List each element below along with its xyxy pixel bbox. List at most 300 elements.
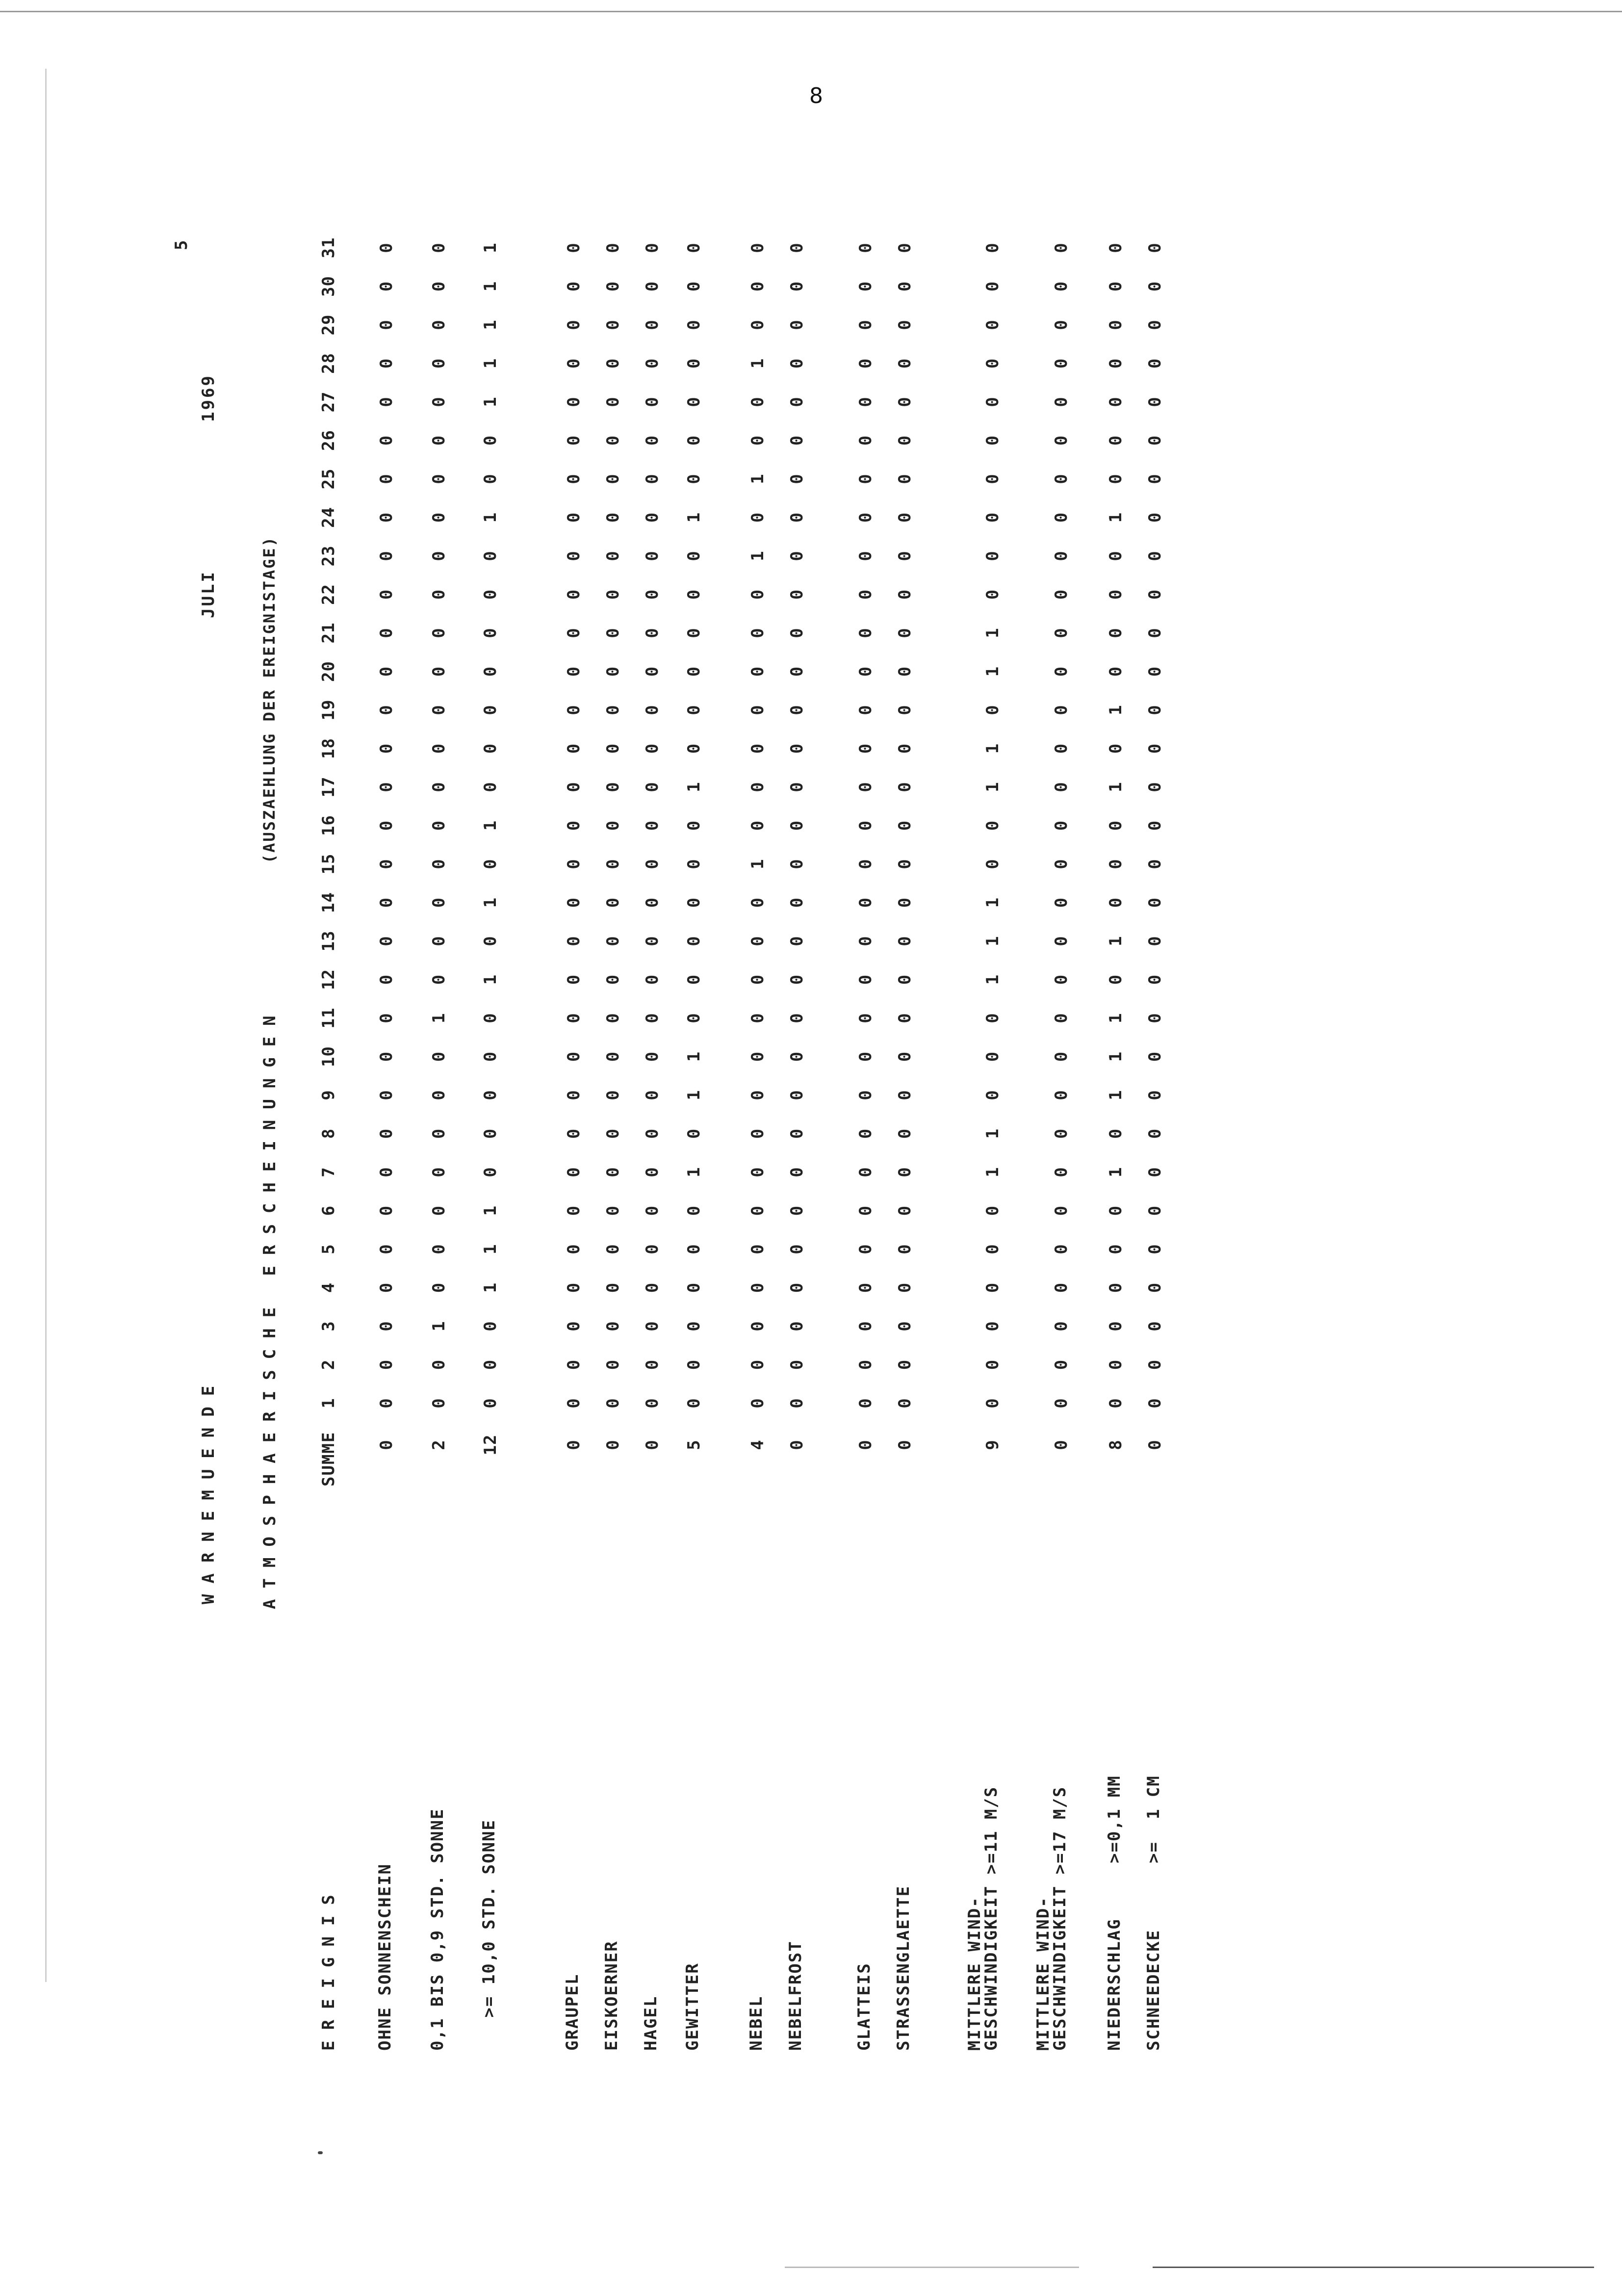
table-cell: 0	[643, 550, 662, 561]
table-cell: 0	[377, 1359, 396, 1370]
table-cell: 0	[603, 1128, 623, 1139]
table-cell: 0	[603, 743, 623, 754]
row-label: NEBEL	[747, 1995, 766, 2051]
table-cell: 0	[856, 1244, 875, 1254]
column-header-day: 13	[319, 930, 338, 952]
table-cell: 0	[856, 1282, 875, 1293]
table-cell: 0	[643, 936, 662, 946]
table-cell: 0	[1106, 550, 1126, 561]
table-cell: 0	[643, 1244, 662, 1254]
table-cell: 0	[856, 1398, 875, 1409]
table-cell: 0	[643, 396, 662, 407]
table-cell: 0	[1106, 473, 1126, 484]
table-cell: 0	[603, 1205, 623, 1216]
table-cell: 1	[481, 1244, 500, 1254]
table-cell: 0	[429, 704, 449, 715]
table-cell: 0	[983, 281, 1003, 292]
table-cell: 0	[377, 435, 396, 446]
table-cell: 0	[1106, 974, 1126, 985]
table-cell: 0	[1145, 974, 1165, 985]
table-cell: 0	[564, 319, 584, 330]
table-cell: 0	[1145, 512, 1165, 523]
table-cell: 0	[1145, 666, 1165, 677]
table-cell: 1	[983, 974, 1003, 985]
table-cell: 0	[377, 743, 396, 754]
table-cell: 1	[748, 358, 768, 369]
table-cell: 0	[895, 319, 915, 330]
table-cell: 0	[856, 1359, 875, 1370]
table-cell: 0	[856, 1205, 875, 1216]
table-cell: 0	[564, 1398, 584, 1409]
corner-mark: 5	[172, 239, 191, 250]
table-cell: 0	[895, 512, 915, 523]
table-cell: 0	[603, 859, 623, 869]
table-cell: 0	[684, 1359, 704, 1370]
row-label: >= 10,0 STD. SONNE	[479, 1819, 499, 2051]
table-cell: 0	[787, 1205, 807, 1216]
table-cell: 0	[481, 743, 500, 754]
table-cell: 0	[603, 242, 623, 253]
table-cell: 0	[603, 704, 623, 715]
table-cell: 0	[603, 358, 623, 369]
table-cell: 1	[684, 782, 704, 792]
table-cell: 0	[684, 473, 704, 484]
table-cell: 0	[429, 512, 449, 523]
table-cell: 0	[684, 627, 704, 638]
table-cell: 0	[1052, 782, 1071, 792]
table-cell: 0	[429, 1359, 449, 1370]
row-label: MITTLERE WIND- GESCHWINDIGKEIT >=17 M/S	[1033, 1786, 1070, 2051]
row-label: NIEDERSCHLAG >=0,1 MM	[1105, 1775, 1124, 2051]
station-name: WARNEMUENDE	[199, 1375, 218, 1604]
table-cell: 1	[684, 1167, 704, 1177]
table-cell: 0	[895, 1128, 915, 1139]
table-cell: 0	[603, 936, 623, 946]
table-cell: 0	[643, 1205, 662, 1216]
table-cell: 0	[481, 1167, 500, 1177]
table-cell: 0	[1145, 782, 1165, 792]
table-cell: 0	[1106, 743, 1126, 754]
row-sum: 0	[787, 1439, 807, 1450]
table-cell: 0	[643, 1321, 662, 1331]
table-cell: 0	[748, 1244, 768, 1254]
table-cell: 0	[787, 358, 807, 369]
table-cell: 0	[429, 743, 449, 754]
table-cell: 0	[856, 820, 875, 831]
table-cell: 0	[564, 859, 584, 869]
table-cell: 0	[748, 743, 768, 754]
table-cell: 0	[643, 319, 662, 330]
table-cell: 0	[564, 1167, 584, 1177]
table-cell: 0	[748, 396, 768, 407]
table-cell: 0	[856, 589, 875, 600]
table-cell: 1	[748, 550, 768, 561]
table-cell: 0	[1052, 435, 1071, 446]
row-label: NEBELFROST	[786, 1940, 805, 2051]
table-cell: 0	[895, 897, 915, 908]
table-cell: 0	[787, 820, 807, 831]
table-cell: 0	[787, 1359, 807, 1370]
table-cell: 0	[895, 281, 915, 292]
table-cell: 0	[1145, 358, 1165, 369]
table-cell: 0	[564, 435, 584, 446]
table-cell: 0	[748, 1128, 768, 1139]
table-cell: 0	[603, 589, 623, 600]
column-header-day: 1	[319, 1398, 338, 1409]
column-header-day: 6	[319, 1205, 338, 1216]
table-cell: 0	[481, 936, 500, 946]
table-cell: 1	[481, 1282, 500, 1293]
table-cell: 0	[429, 550, 449, 561]
table-cell: 0	[564, 589, 584, 600]
table-cell: 0	[856, 1013, 875, 1023]
table-cell: 0	[983, 1282, 1003, 1293]
table-cell: 0	[895, 1398, 915, 1409]
table-cell: 0	[429, 974, 449, 985]
binding-edge	[45, 69, 47, 1982]
table-cell: 0	[1106, 396, 1126, 407]
row-label: GLATTEIS	[854, 1962, 874, 2051]
table-cell: 0	[1145, 1244, 1165, 1254]
table-cell: 0	[1052, 627, 1071, 638]
table-cell: 0	[684, 1398, 704, 1409]
table-cell: 0	[643, 897, 662, 908]
table-cell: 0	[856, 1128, 875, 1139]
table-cell: 1	[1106, 1013, 1126, 1023]
table-cell: 0	[684, 820, 704, 831]
table-cell: 0	[684, 974, 704, 985]
table-cell: 0	[748, 512, 768, 523]
table-cell: 0	[983, 1321, 1003, 1331]
table-cell: 0	[377, 589, 396, 600]
table-cell: 0	[856, 396, 875, 407]
table-cell: 1	[481, 242, 500, 253]
table-cell: 0	[1052, 1013, 1071, 1023]
table-cell: 0	[481, 435, 500, 446]
table-cell: 0	[983, 704, 1003, 715]
table-cell: 0	[643, 589, 662, 600]
table-cell: 0	[1052, 936, 1071, 946]
table-cell: 0	[603, 782, 623, 792]
table-cell: 0	[377, 396, 396, 407]
table-cell: 0	[1145, 1128, 1165, 1139]
table-cell: 0	[895, 859, 915, 869]
table-cell: 0	[643, 820, 662, 831]
table-cell: 0	[748, 666, 768, 677]
table-cell: 0	[481, 1398, 500, 1409]
table-cell: 0	[895, 627, 915, 638]
table-cell: 0	[429, 1205, 449, 1216]
table-cell: 0	[481, 1128, 500, 1139]
table-cell: 0	[787, 782, 807, 792]
column-header-day: 14	[319, 892, 338, 913]
table-cell: 0	[377, 897, 396, 908]
table-cell: 0	[983, 1359, 1003, 1370]
table-cell: 0	[1145, 859, 1165, 869]
column-header-day: 3	[319, 1321, 338, 1331]
row-label: SCHNEEDECKE >= 1 CM	[1144, 1775, 1163, 2051]
column-header-day: 21	[319, 622, 338, 644]
table-cell: 1	[983, 627, 1003, 638]
table-cell: 0	[1106, 435, 1126, 446]
table-cell: 0	[983, 319, 1003, 330]
table-cell: 0	[643, 1128, 662, 1139]
table-cell: 0	[377, 782, 396, 792]
table-cell: 0	[895, 550, 915, 561]
table-cell: 0	[748, 1398, 768, 1409]
table-cell: 0	[983, 1051, 1003, 1062]
table-cell: 0	[895, 1167, 915, 1177]
table-cell: 0	[748, 1205, 768, 1216]
table-cell: 0	[603, 281, 623, 292]
table-cell: 0	[564, 974, 584, 985]
table-cell: 0	[643, 435, 662, 446]
table-cell: 0	[603, 627, 623, 638]
table-cell: 0	[429, 1398, 449, 1409]
table-cell: 0	[1145, 242, 1165, 253]
table-cell: 0	[684, 1128, 704, 1139]
table-cell: 0	[787, 512, 807, 523]
table-cell: 0	[856, 319, 875, 330]
table-cell: 0	[684, 1205, 704, 1216]
column-header-day: 16	[319, 815, 338, 836]
table-cell: 0	[856, 358, 875, 369]
table-cell: 0	[481, 1013, 500, 1023]
table-cell: 1	[684, 1051, 704, 1062]
table-cell: 0	[684, 396, 704, 407]
table-cell: 0	[643, 512, 662, 523]
table-cell: 1	[684, 1090, 704, 1100]
table-cell: 1	[684, 512, 704, 523]
row-label: EISKOERNER	[602, 1940, 621, 2051]
table-cell: 0	[564, 897, 584, 908]
table-cell: 0	[787, 1051, 807, 1062]
row-sum: 4	[748, 1439, 768, 1450]
table-cell: 0	[377, 627, 396, 638]
table-cell: 0	[1052, 473, 1071, 484]
table-cell: 0	[1145, 1282, 1165, 1293]
row-sum: 8	[1106, 1439, 1126, 1450]
row-sum: 12	[481, 1434, 500, 1456]
table-cell: 1	[983, 666, 1003, 677]
table-cell: 0	[643, 1359, 662, 1370]
table-cell: 0	[643, 1051, 662, 1062]
table-cell: 0	[895, 666, 915, 677]
page-number: 8	[809, 83, 823, 108]
table-cell: 0	[1052, 242, 1071, 253]
column-header-day: 18	[319, 738, 338, 759]
table-cell: 0	[603, 435, 623, 446]
table-cell: 0	[1145, 1090, 1165, 1100]
table-cell: 0	[1145, 435, 1165, 446]
table-cell: 0	[481, 1051, 500, 1062]
table-cell: 1	[481, 974, 500, 985]
table-cell: 0	[1106, 1244, 1126, 1254]
table-cell: 0	[856, 435, 875, 446]
row-sum: 2	[429, 1439, 449, 1450]
table-cell: 0	[603, 1398, 623, 1409]
table-cell: 0	[429, 473, 449, 484]
table-cell: 0	[481, 1359, 500, 1370]
table-cell: 0	[856, 704, 875, 715]
table-cell: 0	[603, 512, 623, 523]
table-cell: 0	[1052, 396, 1071, 407]
row-sum: 0	[377, 1439, 396, 1450]
table-cell: 0	[429, 897, 449, 908]
table-cell: 0	[481, 627, 500, 638]
table-cell: 1	[748, 473, 768, 484]
table-cell: 0	[856, 627, 875, 638]
table-cell: 1	[481, 319, 500, 330]
table-cell: 0	[377, 1051, 396, 1062]
table-cell: 0	[481, 550, 500, 561]
row-sum: 0	[564, 1439, 584, 1450]
column-header-day: 29	[319, 314, 338, 336]
table-cell: 0	[748, 936, 768, 946]
table-cell: 0	[684, 743, 704, 754]
row-sum: 5	[684, 1439, 704, 1450]
table-cell: 0	[643, 473, 662, 484]
table-cell: 0	[429, 1244, 449, 1254]
table-cell: 0	[429, 859, 449, 869]
column-header-day: 31	[319, 237, 338, 259]
table-cell: 0	[1145, 589, 1165, 600]
table-cell: 0	[481, 666, 500, 677]
table-cell: 0	[564, 358, 584, 369]
table-cell: 0	[1106, 589, 1126, 600]
table-cell: 0	[1106, 666, 1126, 677]
table-cell: 0	[377, 512, 396, 523]
table-cell: 0	[1145, 897, 1165, 908]
table-cell: 0	[1106, 1359, 1126, 1370]
table-cell: 0	[1052, 589, 1071, 600]
table-cell: 0	[1052, 1282, 1071, 1293]
table-cell: 0	[1106, 319, 1126, 330]
column-header-day: 11	[319, 1007, 338, 1029]
table-cell: 0	[1052, 512, 1071, 523]
table-cell: 0	[1052, 281, 1071, 292]
table-cell: 0	[1106, 627, 1126, 638]
table-cell: 0	[895, 1051, 915, 1062]
table-cell: 0	[748, 1051, 768, 1062]
table-cell: 0	[856, 242, 875, 253]
column-header-day: 17	[319, 776, 338, 798]
column-header-day: 8	[319, 1128, 338, 1139]
table-cell: 1	[1106, 512, 1126, 523]
table-cell: 0	[856, 782, 875, 792]
table-cell: 0	[603, 319, 623, 330]
table-cell: 0	[643, 1013, 662, 1023]
table-cell: 0	[856, 1321, 875, 1331]
table-subtitle: ATMOSPHAERISCHE ERSCHEINUNGEN	[260, 1005, 280, 1609]
table-cell: 0	[1106, 1128, 1126, 1139]
table-cell: 0	[856, 512, 875, 523]
table-cell: 0	[643, 627, 662, 638]
table-cell: 0	[1052, 1128, 1071, 1139]
table-cell: 0	[895, 1013, 915, 1023]
table-cell: 0	[377, 319, 396, 330]
table-cell: 0	[787, 936, 807, 946]
table-cell: 1	[1106, 936, 1126, 946]
table-cell: 0	[983, 242, 1003, 253]
table-cell: 0	[1052, 1359, 1071, 1370]
table-cell: 0	[643, 358, 662, 369]
table-cell: 0	[429, 435, 449, 446]
table-cell: 0	[748, 820, 768, 831]
table-cell: 0	[603, 396, 623, 407]
table-cell: 0	[856, 1051, 875, 1062]
table-cell: 0	[1052, 974, 1071, 985]
table-cell: 0	[684, 242, 704, 253]
table-cell: 0	[856, 473, 875, 484]
table-cell: 0	[377, 1398, 396, 1409]
table-cell: 0	[564, 242, 584, 253]
table-cell: 1	[481, 512, 500, 523]
table-cell: 0	[684, 589, 704, 600]
table-cell: 0	[787, 1128, 807, 1139]
table-cell: 0	[643, 1090, 662, 1100]
table-cell: 0	[429, 666, 449, 677]
table-cell: 1	[983, 897, 1003, 908]
table-cell: 0	[983, 473, 1003, 484]
table-cell: 0	[429, 782, 449, 792]
table-cell: 0	[377, 1128, 396, 1139]
table-cell: 0	[787, 435, 807, 446]
table-cell: 0	[1145, 319, 1165, 330]
row-label: HAGEL	[641, 1995, 661, 2051]
table-cell: 0	[377, 473, 396, 484]
table-cell: 0	[684, 1321, 704, 1331]
table-cell: 0	[983, 358, 1003, 369]
table-cell: 0	[1106, 281, 1126, 292]
table-cell: 0	[787, 473, 807, 484]
table-cell: 0	[429, 589, 449, 600]
table-cell: 0	[684, 550, 704, 561]
table-cell: 0	[856, 1167, 875, 1177]
table-cell: 0	[787, 897, 807, 908]
table-cell: 0	[564, 627, 584, 638]
table-cell: 0	[895, 396, 915, 407]
column-header-day: 25	[319, 468, 338, 490]
row-sum: 0	[1052, 1439, 1071, 1450]
table-cell: 0	[429, 936, 449, 946]
table-note: (AUSZAEHLUNG DER EREIGNISTAGE)	[260, 536, 279, 863]
table-cell: 0	[1052, 1051, 1071, 1062]
table-cell: 0	[787, 704, 807, 715]
table-cell: 0	[429, 319, 449, 330]
table-cell: 0	[983, 859, 1003, 869]
table-cell: 0	[1052, 1090, 1071, 1100]
column-header-day: 27	[319, 391, 338, 413]
row-sum: 9	[983, 1439, 1003, 1450]
table-cell: 0	[983, 435, 1003, 446]
table-cell: 0	[603, 473, 623, 484]
table-cell: 0	[603, 820, 623, 831]
table-cell: 1	[1106, 782, 1126, 792]
table-cell: 0	[603, 666, 623, 677]
table-cell: 0	[787, 1398, 807, 1409]
table-cell: 0	[1052, 319, 1071, 330]
table-cell: 0	[564, 1282, 584, 1293]
table-cell: 1	[481, 897, 500, 908]
table-cell: 0	[787, 627, 807, 638]
table-cell: 0	[377, 820, 396, 831]
column-header-day: 28	[319, 353, 338, 374]
table-cell: 0	[856, 897, 875, 908]
table-cell: 0	[603, 1167, 623, 1177]
table-cell: 0	[377, 1090, 396, 1100]
table-cell: 0	[895, 820, 915, 831]
